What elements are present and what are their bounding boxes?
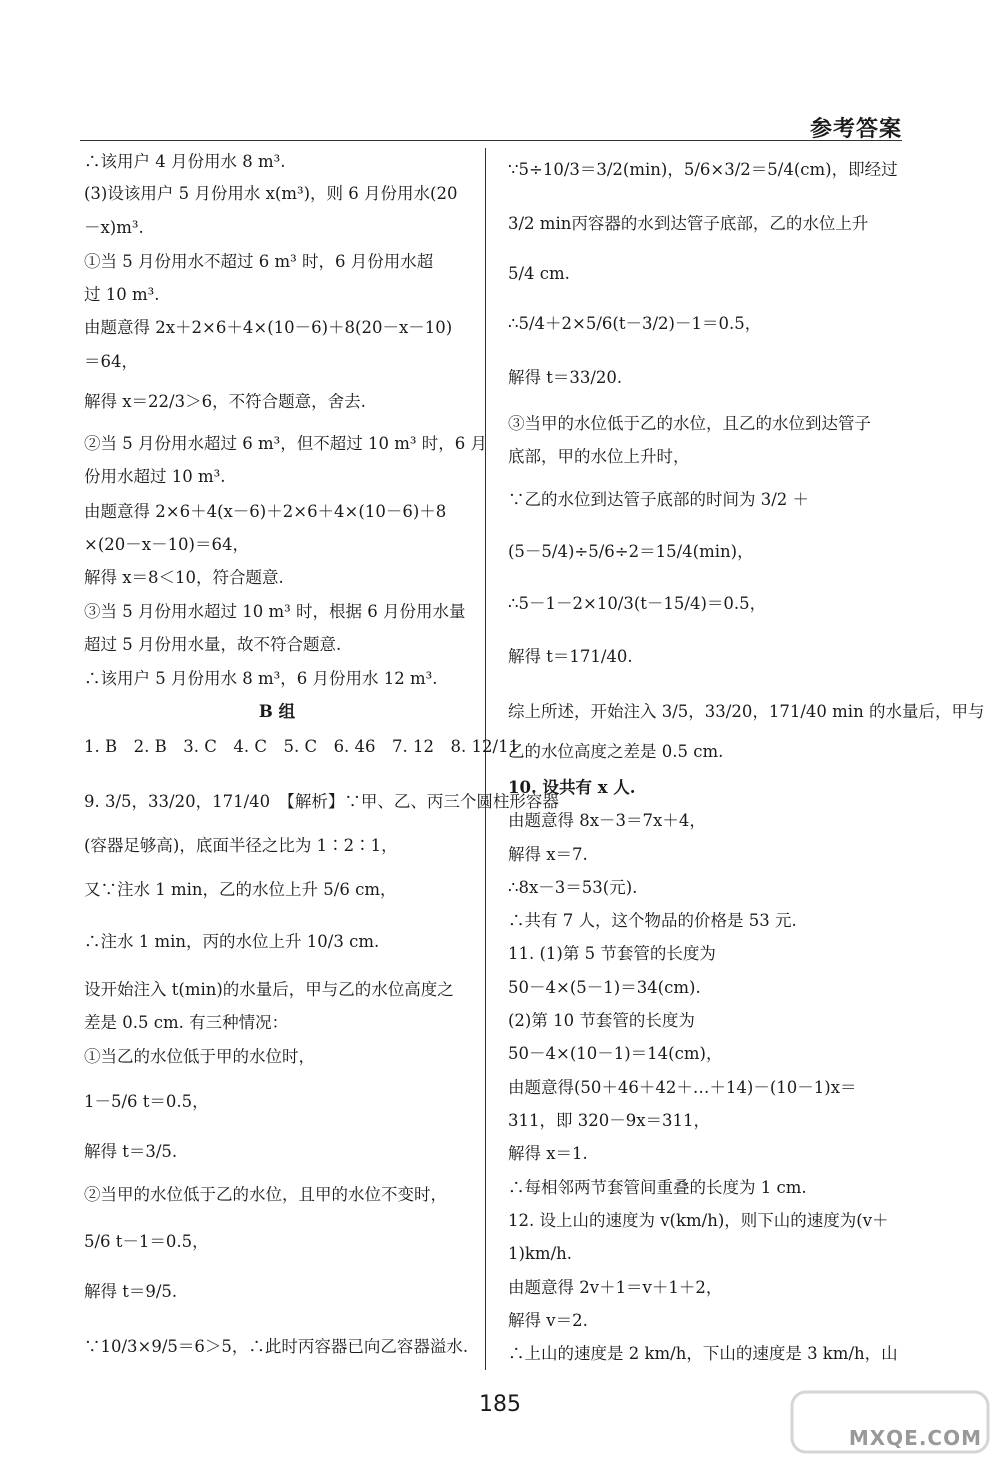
left-line: 解得 t＝9/5. (84, 1282, 178, 1301)
right-line: ∵乙的水位到达管子底部的时间为 3/2 ＋ (508, 490, 810, 509)
section-heading-b: B 组 (258, 702, 296, 721)
right-line: 10. 设共有 x 人. (508, 778, 636, 797)
right-line: 解得 t＝33/20. (508, 368, 623, 387)
right-line: 50－4×(5－1)＝34(cm). (508, 978, 701, 997)
right-line: 底部，甲的水位上升时， (508, 447, 690, 466)
right-line: ∴8x－3＝53(元). (508, 878, 638, 897)
left-line: －x)m³. (84, 218, 144, 237)
right-line: ∴上山的速度是 2 km/h，下山的速度是 3 km/h，山 (508, 1344, 898, 1363)
right-line: 由题意得(50＋46＋42＋…＋14)－(10－1)x＝ (508, 1078, 857, 1097)
right-line: 乙的水位高度之差是 0.5 cm. (508, 742, 724, 761)
left-line: 又∵注水 1 min，乙的水位上升 5/6 cm， (84, 880, 397, 899)
left-line: ③当 5 月份用水超过 10 m³ 时，根据 6 月份用水量 (84, 602, 466, 621)
left-line: 超过 5 月份用水量，故不符合题意. (84, 635, 342, 654)
left-line: 过 10 m³. (84, 285, 160, 304)
right-line: 解得 t＝171/40. (508, 647, 633, 666)
right-line: 综上所述，开始注入 3/5，33/20，171/40 min 的水量后，甲与 (508, 702, 985, 721)
right-line: ∴每相邻两节套管间重叠的长度为 1 cm. (508, 1178, 807, 1197)
left-line: 设开始注入 t(min)的水量后，甲与乙的水位高度之 (84, 980, 454, 999)
watermark-text: MXQE.COM (848, 1426, 982, 1450)
left-line: 差是 0.5 cm. 有三种情况： (84, 1013, 289, 1032)
left-line: ∵10/3×9/5＝6＞5，∴此时丙容器已向乙容器溢水. (84, 1337, 469, 1356)
left-line: ∴注水 1 min，丙的水位上升 10/3 cm. (84, 932, 380, 951)
right-line: 由题意得 8x－3＝7x＋4， (508, 811, 706, 830)
left-line: 1. B 2. B 3. C 4. C 5. C 6. 46 7. 12 8. 12/11 (84, 737, 520, 756)
left-line: ①当乙的水位低于甲的水位时， (84, 1047, 315, 1066)
left-line: ②当 5 月份用水超过 6 m³，但不超过 10 m³ 时，6 月 (84, 434, 487, 453)
right-line: ∴5－1－2×10/3(t－15/4)＝0.5， (508, 594, 767, 613)
right-line: ③当甲的水位低于乙的水位，且乙的水位到达管子 (508, 414, 871, 433)
right-line: 3/2 min丙容器的水到达管子底部，乙的水位上升 (508, 214, 869, 233)
left-line: (3)设该用户 5 月份用水 x(m³)，则 6 月份用水(20 (84, 184, 458, 203)
left-line: 份用水超过 10 m³. (84, 467, 226, 486)
right-line: 311，即 320－9x＝311， (508, 1111, 711, 1130)
left-line: 解得 t＝3/5. (84, 1142, 178, 1161)
left-line: ①当 5 月份用水不超过 6 m³ 时，6 月份用水超 (84, 252, 434, 271)
right-line: 5/4 cm. (508, 264, 570, 283)
header-rule (80, 140, 902, 141)
right-line: (5－5/4)÷5/6÷2＝15/4(min)， (508, 542, 754, 561)
right-line: 11. (1)第 5 节套管的长度为 (508, 944, 716, 963)
left-line: 由题意得 2x＋2×6＋4×(10－6)＋8(20－x－10) (84, 318, 453, 337)
left-line: 5/6 t－1＝0.5， (84, 1232, 209, 1251)
left-line: 由题意得 2×6＋4(x－6)＋2×6＋4×(10－6)＋8 (84, 502, 447, 521)
page-header-title: 参考答案 (809, 117, 902, 142)
left-line: ∴该用户 5 月份用水 8 m³，6 月份用水 12 m³. (84, 669, 438, 688)
left-line: 1－5/6 t＝0.5， (84, 1092, 209, 1111)
right-line: 解得 v＝2. (508, 1311, 588, 1330)
right-line: 12. 设上山的速度为 v(km/h)，则下山的速度为(v＋ (508, 1211, 889, 1230)
left-line: 解得 x＝8＜10，符合题意. (84, 568, 284, 587)
right-line: 由题意得 2v＋1＝v＋1＋2， (508, 1278, 723, 1297)
right-line: ∵5÷10/3＝3/2(min)，5/6×3/2＝5/4(cm)，即经过 (508, 160, 898, 179)
right-line: ∴5/4＋2×5/6(t－3/2)－1＝0.5， (508, 314, 762, 333)
left-line: (容器足够高)，底面半径之比为 1∶2∶1， (84, 836, 398, 855)
left-line: 解得 x＝22/3＞6，不符合题意，舍去. (84, 392, 366, 411)
left-line: ②当甲的水位低于乙的水位，且甲的水位不变时， (84, 1185, 447, 1204)
left-line: ×(20－x－10)＝64， (84, 535, 249, 554)
right-line: 1)km/h. (508, 1244, 573, 1263)
page-number: 185 (479, 1392, 521, 1417)
right-line: 50－4×(10－1)＝14(cm)， (508, 1044, 723, 1063)
left-line: ＝64， (84, 352, 138, 371)
right-line: 解得 x＝7. (508, 845, 588, 864)
right-line: 解得 x＝1. (508, 1144, 588, 1163)
right-line: ∴共有 7 人，这个物品的价格是 53 元. (508, 911, 797, 930)
column-divider (485, 148, 486, 1370)
left-line: ∴该用户 4 月份用水 8 m³. (84, 152, 286, 171)
left-line: 9. 3/5，33/20，171/40 【解析】∵甲、乙、丙三个圆柱形容器 (84, 792, 559, 811)
right-line: (2)第 10 节套管的长度为 (508, 1011, 695, 1030)
